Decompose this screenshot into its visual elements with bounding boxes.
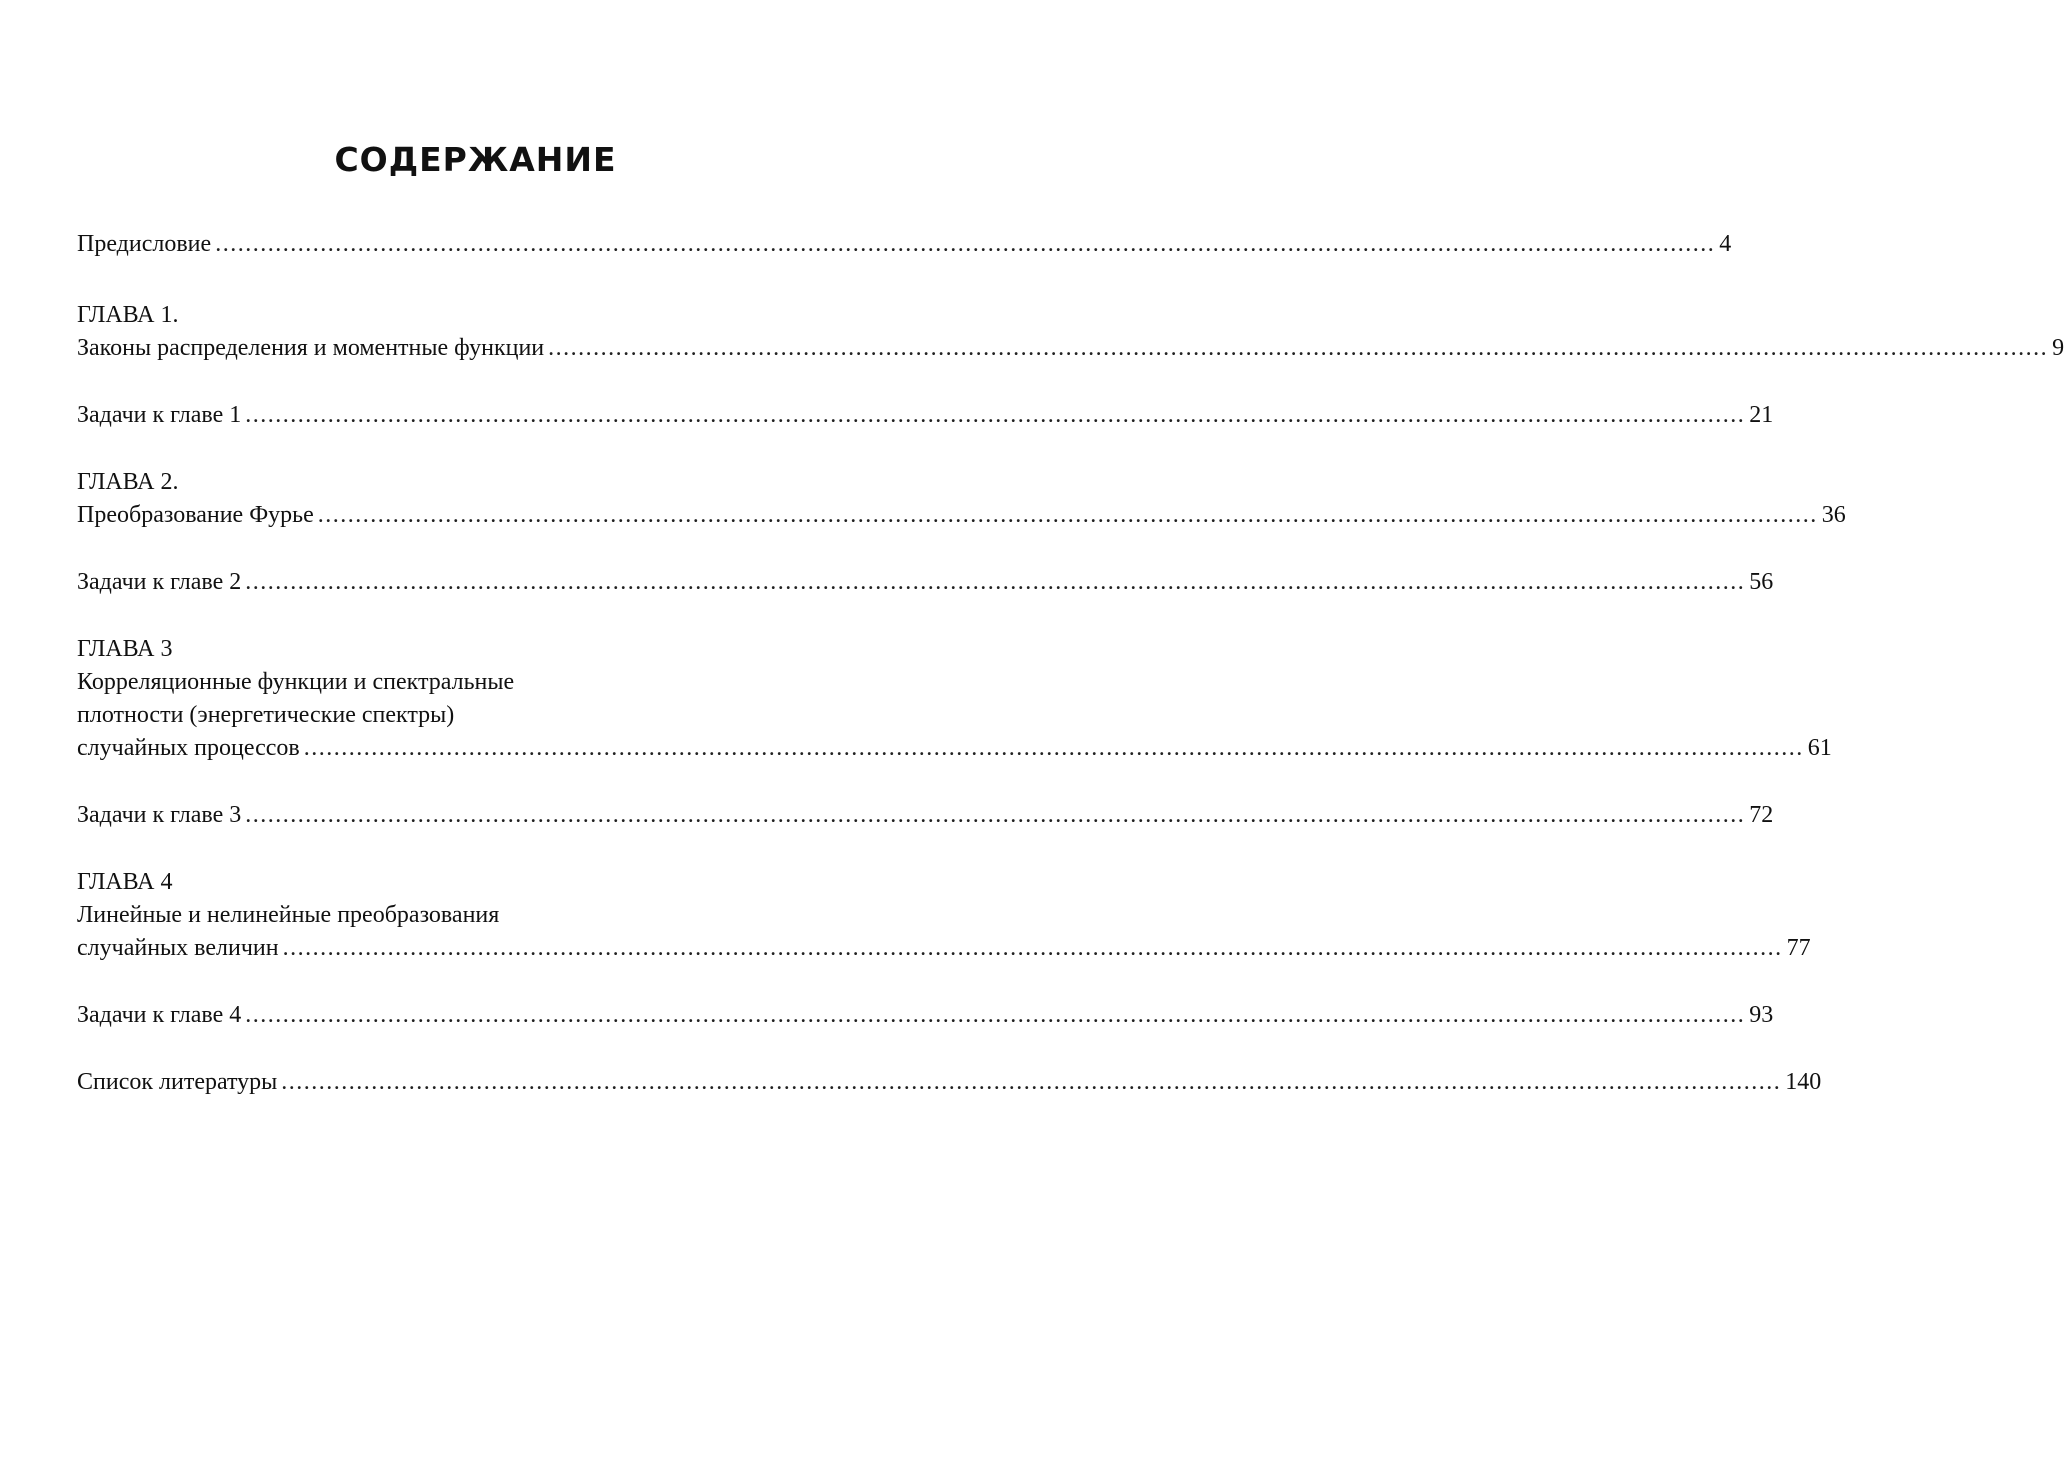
page-title: СОДЕРЖАНИЕ: [334, 140, 617, 179]
toc-leader-dots: ........................................................................................................................................................................................................: [282, 935, 1783, 961]
toc-entry-text: Задачи к главе 2: [77, 569, 242, 595]
spacer: [77, 432, 857, 466]
toc-entry-text: случайных процессов: [77, 735, 300, 761]
toc-entry-tasks-4[interactable]: [77, 999, 1774, 1032]
chapter-label: ГЛАВА 1.: [77, 302, 179, 328]
toc-leader-dots: ........................................................................................................................................................................................................: [245, 569, 1746, 595]
toc-entry-bibliography[interactable]: [77, 1066, 1822, 1099]
spacer: [77, 1032, 857, 1066]
toc-leader-dots: ........................................................................................................................................................................................................: [317, 502, 1818, 528]
spacer: [77, 532, 857, 566]
toc-entry-chapter-1[interactable]: [77, 332, 2064, 365]
toc-entry-page: 93: [1749, 1002, 1774, 1028]
toc-entry-title-line: плотности (энергетические спектры): [77, 702, 455, 728]
toc-leader-dots: ........................................................................................................................................................................................................: [548, 335, 2049, 361]
chapter-label: ГЛАВА 3: [77, 636, 173, 662]
toc-entry-text: Задачи к главе 4: [77, 1002, 242, 1028]
toc-entry-page: 77: [1786, 935, 1811, 961]
toc-entry-page: 9: [2052, 335, 2064, 361]
toc-entry-page: 61: [1807, 735, 1832, 761]
toc-leader-dots: ........................................................................................................................................................................................................: [281, 1069, 1782, 1095]
toc-entry-page: 4: [1719, 231, 1732, 257]
toc-entry-text: Предисловие: [77, 231, 212, 257]
toc-entry-chapter-4[interactable]: [77, 932, 1811, 965]
spacer: [77, 365, 857, 399]
toc-entry-tasks-1[interactable]: [77, 399, 1774, 432]
toc-entry-text: Список литературы: [77, 1069, 278, 1095]
toc-leader-dots: ........................................................................................................................................................................................................: [245, 1002, 1746, 1028]
spacer: [77, 965, 857, 999]
toc-entry-title-line: Корреляционные функции и спектральные: [77, 669, 515, 695]
spacer: [77, 599, 857, 633]
toc-entry-title-line: Линейные и нелинейные преобразования: [77, 902, 500, 928]
spacer: [77, 832, 857, 866]
toc-entry-tasks-3[interactable]: [77, 799, 1774, 832]
toc-entry-preface[interactable]: [77, 228, 1732, 261]
toc-leader-dots: ........................................................................................................................................................................................................: [245, 402, 1746, 428]
toc-leader-dots: ........................................................................................................................................................................................................: [215, 231, 1716, 257]
toc-entry-page: 36: [1821, 502, 1846, 528]
table-of-contents: [77, 228, 2064, 1099]
toc-entry-text: случайных величин: [77, 935, 279, 961]
spacer: [77, 261, 857, 299]
toc-entry-chapter-2[interactable]: [77, 499, 1846, 532]
toc-leader-dots: ........................................................................................................................................................................................................: [303, 735, 1804, 761]
toc-entry-page: 140: [1785, 1069, 1822, 1095]
toc-entry-text: Задачи к главе 1: [77, 402, 242, 428]
chapter-label: ГЛАВА 4: [77, 869, 173, 895]
chapter-label: ГЛАВА 2.: [77, 469, 179, 495]
toc-entry-text: Законы распределения и моментные функции: [77, 335, 545, 361]
spacer: [77, 765, 857, 799]
toc-entry-page: 56: [1749, 569, 1774, 595]
toc-entry-tasks-2[interactable]: [77, 566, 1774, 599]
toc-entry-chapter-3[interactable]: [77, 732, 1832, 765]
toc-leader-dots: ........................................................................................................................................................................................................: [245, 802, 1746, 828]
toc-entry-page: 72: [1749, 802, 1774, 828]
toc-entry-text: Преобразование Фурье: [77, 502, 314, 528]
toc-entry-text: Задачи к главе 3: [77, 802, 242, 828]
toc-entry-page: 21: [1749, 402, 1774, 428]
